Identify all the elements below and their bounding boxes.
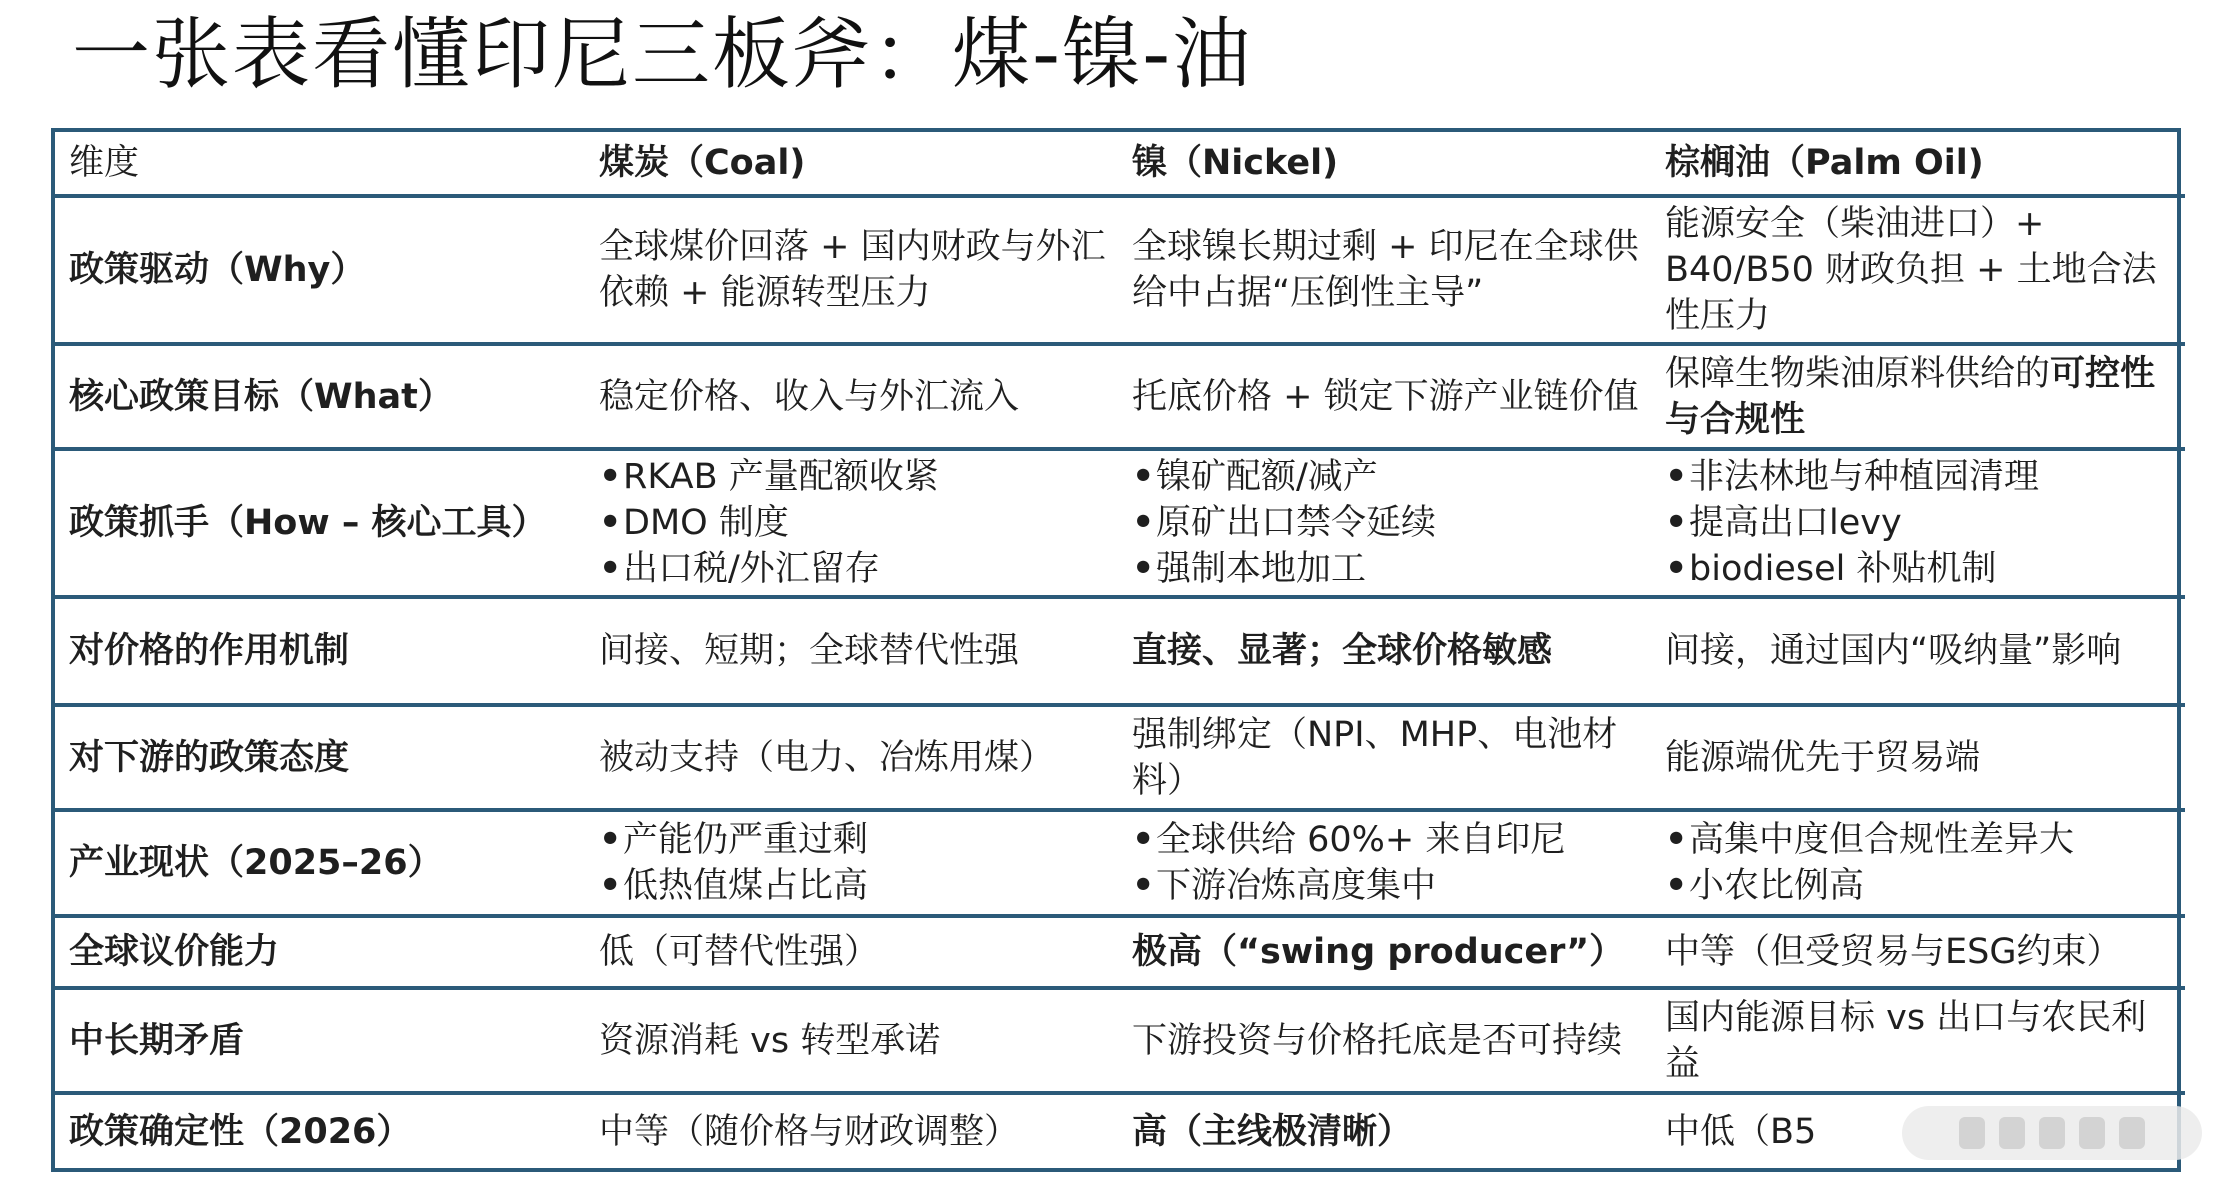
cell-nickel: 托底价格 + 锁定下游产业链价值 (1120, 344, 1653, 449)
cell-coal: 中等（随价格与财政调整） (587, 1093, 1120, 1168)
watermark-glyph (1959, 1117, 1985, 1149)
cell-nickel: 强制绑定（NPI、MHP、电池材料） (1120, 705, 1653, 810)
bullet: • (1665, 820, 1688, 860)
bullet: • (1132, 457, 1155, 497)
cell-nickel: 高（主线极清晰） (1120, 1093, 1653, 1168)
cell-text-emphasis: 可控性与合规性 (1665, 353, 2156, 440)
cell-nickel: 全球镍长期过剩 + 印尼在全球供给中占据“压倒性主导” (1120, 196, 1653, 344)
cell-coal: 低（可替代性强） (587, 916, 1120, 988)
list-item-text: 强制本地加工 (1156, 549, 1367, 589)
table-row-policy-driver (55, 196, 2185, 344)
list-item (1132, 817, 1641, 863)
cell-nickel: 直接、显著；全球价格敏感 (1120, 597, 1653, 705)
row-label: 产业现状（2025–26） (55, 810, 587, 916)
watermark-overlay (1902, 1106, 2202, 1160)
list-item (1665, 454, 2173, 500)
page-title: 一张表看懂印尼三板斧：煤-镍-油 (72, 10, 1253, 100)
cell-palm-oil (1653, 449, 2185, 597)
list-item-text: 提高出口levy (1689, 503, 1902, 543)
list-item-text: 低热值煤占比高 (623, 866, 869, 906)
list-item-text: 小农比例高 (1689, 866, 1865, 906)
bullet: • (599, 503, 622, 543)
cell-coal (587, 810, 1120, 916)
cell-text-emphasis: 极高 (1132, 932, 1203, 972)
cell-nickel (1120, 810, 1653, 916)
list-item (599, 500, 1108, 546)
bullet: • (1132, 820, 1155, 860)
header-coal: 煤炭（Coal) (599, 143, 806, 183)
list-item (1132, 500, 1641, 546)
list-item-text: 出口税/外汇留存 (623, 549, 880, 589)
table-row-long-term-conflict (55, 988, 2185, 1093)
cell-coal: 资源消耗 vs 转型承诺 (587, 988, 1120, 1093)
bullet: • (1665, 503, 1688, 543)
table-row-policy-certainty (55, 1093, 2185, 1168)
list-item-text: 非法林地与种植园清理 (1689, 457, 2040, 497)
row-label: 政策确定性（2026） (55, 1093, 587, 1168)
cell-palm-oil (1653, 344, 2185, 449)
header-nickel: 镍（Nickel) (1132, 143, 1339, 183)
bullet-list (599, 817, 1108, 909)
row-label: 全球议价能力 (55, 916, 587, 988)
bullet-list (1665, 817, 2173, 909)
cell-nickel: 下游投资与价格托底是否可持续 (1120, 988, 1653, 1093)
table-row-downstream-stance (55, 705, 2185, 810)
list-item (599, 546, 1108, 592)
list-item-text: 产能仍严重过剩 (623, 820, 869, 860)
list-item-text: 原矿出口禁令延续 (1156, 503, 1437, 543)
list-item-text: DMO 制度 (623, 503, 789, 543)
header-dimension: 维度 (69, 143, 140, 183)
watermark-glyph (2119, 1117, 2145, 1149)
bullet: • (599, 549, 622, 589)
cell-text: 保障生物柴油原料供给的 (1665, 353, 2051, 394)
bullet: • (1665, 549, 1688, 589)
table-row-policy-tools (55, 449, 2185, 597)
list-item (1132, 863, 1641, 909)
header-palm-oil: 棕榈油（Palm Oil) (1665, 143, 1984, 183)
table-row-pricing-power (55, 916, 2185, 988)
list-item (1132, 546, 1641, 592)
cell-palm-oil: 能源端优先于贸易端 (1653, 705, 2185, 810)
watermark-glyph (2039, 1117, 2065, 1149)
cell-palm-oil: 能源安全（柴油进口）+ B40/B50 财政负担 + 土地合法性压力 (1653, 196, 2185, 344)
row-label: 政策抓手（How – 核心工具） (55, 449, 587, 597)
bullet: • (599, 457, 622, 497)
list-item (1665, 500, 2173, 546)
cell-palm-oil: 中低（B5 (1653, 1093, 2185, 1168)
cell-palm-oil: 国内能源目标 vs 出口与农民利益 (1653, 988, 2185, 1093)
cell-palm-oil: 间接，通过国内“吸纳量”影响 (1653, 597, 2185, 705)
watermark-glyph (1999, 1117, 2025, 1149)
cell-coal: 全球煤价回落 + 国内财政与外汇依赖 + 能源转型压力 (587, 196, 1120, 344)
bullet-list (1665, 454, 2173, 592)
bullet: • (1665, 457, 1688, 497)
row-label: 核心政策目标（What） (55, 344, 587, 449)
list-item (1665, 817, 2173, 863)
row-label: 对下游的政策态度 (55, 705, 587, 810)
bullet-list (1132, 817, 1641, 909)
cell-palm-oil: 中等（但受贸易与ESG约束） (1653, 916, 2185, 988)
cell-nickel (1120, 916, 1653, 988)
list-item (599, 863, 1108, 909)
row-label: 中长期矛盾 (55, 988, 587, 1093)
cell-coal: 被动支持（电力、冶炼用煤） (587, 705, 1120, 810)
table-row-price-mechanism (55, 597, 2185, 705)
comparison-table (51, 128, 2181, 1172)
bullet-list (1132, 454, 1641, 592)
table-row-core-goal (55, 344, 2185, 449)
list-item-text: 镍矿配额/减产 (1156, 457, 1378, 497)
list-item-text: 下游冶炼高度集中 (1156, 866, 1437, 906)
table-header-row (55, 132, 2185, 196)
bullet: • (599, 866, 622, 906)
bullet: • (1665, 866, 1688, 906)
cell-coal: 稳定价格、收入与外汇流入 (587, 344, 1120, 449)
cell-palm-oil (1653, 810, 2185, 916)
list-item-text: 高集中度但合规性差异大 (1689, 820, 2075, 860)
cell-coal: 间接、短期；全球替代性强 (587, 597, 1120, 705)
row-label: 对价格的作用机制 (55, 597, 587, 705)
list-item (1132, 454, 1641, 500)
list-item-text: 全球供给 60%+ 来自印尼 (1156, 820, 1566, 860)
list-item-text: RKAB 产量配额收紧 (623, 457, 939, 497)
list-item-text: biodiesel 补贴机制 (1689, 549, 1997, 589)
list-item (1665, 863, 2173, 909)
bullet: • (1132, 503, 1155, 543)
row-label: 政策驱动（Why） (55, 196, 587, 344)
list-item (599, 454, 1108, 500)
list-item (599, 817, 1108, 863)
list-item (1665, 546, 2173, 592)
table-row-industry-status (55, 810, 2185, 916)
cell-nickel (1120, 449, 1653, 597)
bullet: • (1132, 549, 1155, 589)
watermark-glyph (2079, 1117, 2105, 1149)
cell-text: （“swing producer”） (1202, 932, 1625, 972)
bullet: • (599, 820, 622, 860)
bullet: • (1132, 866, 1155, 906)
bullet-list (599, 454, 1108, 592)
cell-coal (587, 449, 1120, 597)
